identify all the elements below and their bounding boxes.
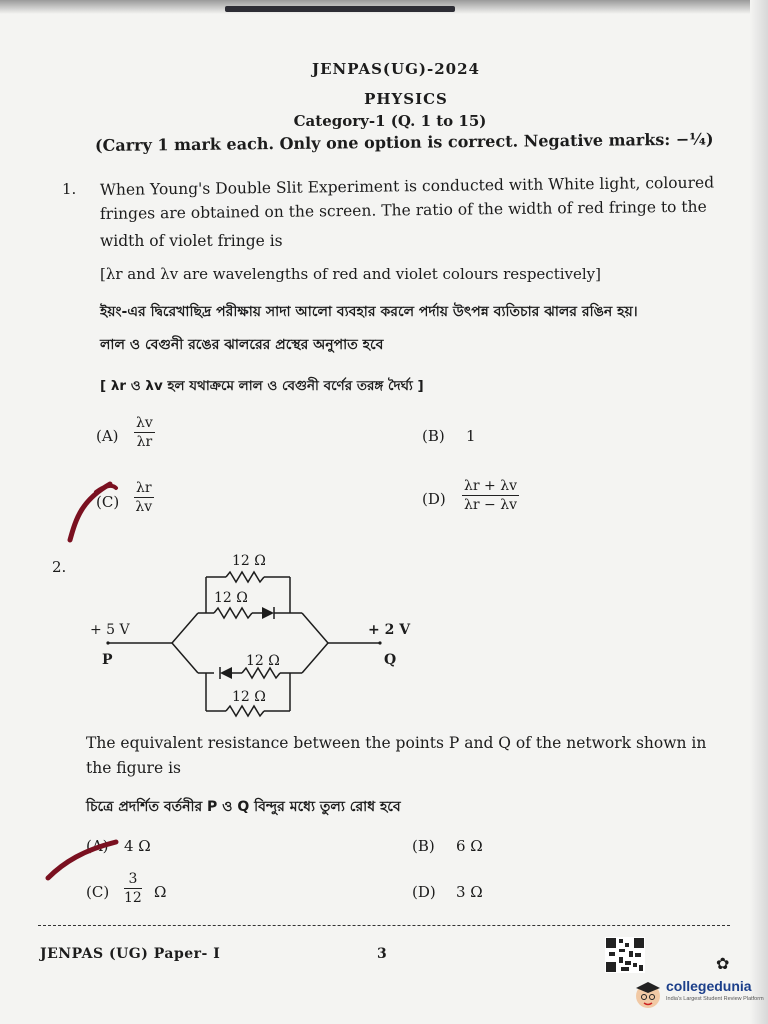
q1-option-b-value[interactable]: 1: [466, 427, 476, 445]
q2-option-d-value[interactable]: 3 Ω: [456, 883, 483, 901]
instructions: (Carry 1 mark each. Only one option is correct. Negative marks: −¼): [94, 129, 714, 155]
q1-option-d-denominator: λr − λv: [464, 497, 517, 513]
q1-option-d-label[interactable]: (D): [422, 490, 446, 508]
point-p-label: P: [102, 652, 113, 668]
point-q-label: Q: [384, 652, 397, 668]
q2-option-a-value[interactable]: 4 Ω: [124, 837, 151, 855]
q2-option-b-label[interactable]: (B): [412, 837, 435, 855]
flower-icon: ✿: [716, 954, 730, 973]
footer-page-number: 3: [377, 946, 387, 962]
q1-wavelength-note: [λr and λv are wavelengths of red and violet colours respectively]: [100, 265, 601, 283]
q2-option-c-denominator: 12: [124, 890, 142, 906]
q1-text-line2: fringes are obtained on the screen. The ratio of the width of red fringe to the: [99, 197, 707, 223]
qr-code-icon: [605, 937, 645, 973]
brand-name: collegedunia: [666, 978, 752, 994]
category-title: Category-1 (Q. 1 to 15): [293, 112, 487, 130]
q1-number: 1.: [62, 180, 77, 198]
q1-option-c-numerator: λr: [136, 480, 152, 496]
exam-title: JENPAS(UG)-2024: [312, 60, 480, 78]
q1-bengali-line2: লাল ও বেগুনী রঙের ঝালরের প্রস্থের অনুপাত হবে: [100, 337, 384, 353]
q2-number: 2.: [52, 558, 67, 576]
left-voltage-label: + 5 V: [90, 622, 130, 638]
q2-option-c-numerator: 3: [124, 871, 142, 889]
brand-tagline: India's Largest Student Review Platform: [666, 996, 764, 1002]
q1-option-c-value[interactable]: [134, 480, 154, 515]
subject-title: PHYSICS: [364, 90, 448, 108]
q2-option-d-label[interactable]: (D): [412, 883, 436, 901]
q2-text-line2: the figure is: [86, 759, 181, 777]
q1-option-a-numerator: λv: [136, 415, 153, 431]
footer-divider: [38, 925, 730, 926]
student-avatar-icon: [630, 976, 666, 1012]
q2-bengali-text: চিত্রে প্রদর্শিত বর্তনীর P ও Q বিন্দুর মধ্যে তুল্য রোধ হবে: [86, 799, 401, 815]
resistor-top-outer-label: 12 Ω: [232, 553, 266, 569]
resistor-bottom-inner-label: 12 Ω: [246, 653, 280, 669]
scan-right-shadow: [750, 0, 768, 1024]
q1-option-a-denominator: λr: [136, 434, 153, 450]
resistor-top-inner-label: 12 Ω: [214, 590, 248, 606]
q2-option-a-label[interactable]: (A): [86, 837, 109, 855]
q1-bengali-note: [ λr ও λv হল যথাক্রমে লাল ও বেগুনী বর্ণের তরঙ্গ দৈর্ঘ্য ]: [100, 378, 424, 394]
q2-option-c-value[interactable]: [124, 871, 142, 906]
q1-option-d-numerator: λr + λv: [464, 478, 517, 494]
q1-option-c-denominator: λv: [135, 499, 153, 515]
q1-option-a-value[interactable]: [134, 415, 155, 450]
q1-option-d-value[interactable]: [462, 478, 519, 513]
answer-tick-mark-q2: [44, 832, 124, 884]
q2-option-c-unit: Ω: [154, 883, 167, 901]
q1-option-b-label[interactable]: (B): [422, 427, 445, 445]
diode-bottom-icon: [220, 667, 232, 679]
diode-top-icon: [262, 607, 274, 619]
scan-top-edge: [225, 6, 455, 12]
q1-option-c-label[interactable]: (C): [96, 493, 120, 511]
q2-text-line1: The equivalent resistance between the points P and Q of the network shown in: [86, 734, 707, 752]
q1-option-a-label[interactable]: (A): [96, 427, 119, 445]
resistor-bottom-outer-label: 12 Ω: [232, 689, 266, 705]
q2-option-c-label[interactable]: (C): [86, 883, 110, 901]
q1-bengali-line1: ইয়ং-এর দ্বিরেখাছিদ্র পরীক্ষায় সাদা আলো ব্যবহার করলে পর্দায় উৎপন্ন ব্যতিচার ঝালর রঙিন হয়।: [100, 304, 638, 320]
q2-option-b-value[interactable]: 6 Ω: [456, 837, 483, 855]
q1-text-line1: When Young's Double Slit Experiment is conducted with White light, coloured: [99, 173, 715, 199]
answer-tick-mark-q1: [60, 478, 120, 548]
q1-text-line3: width of violet fringe is: [100, 232, 283, 250]
footer-paper-label: JENPAS (UG) Paper- I: [40, 946, 221, 962]
right-voltage-label: + 2 V: [368, 622, 411, 638]
